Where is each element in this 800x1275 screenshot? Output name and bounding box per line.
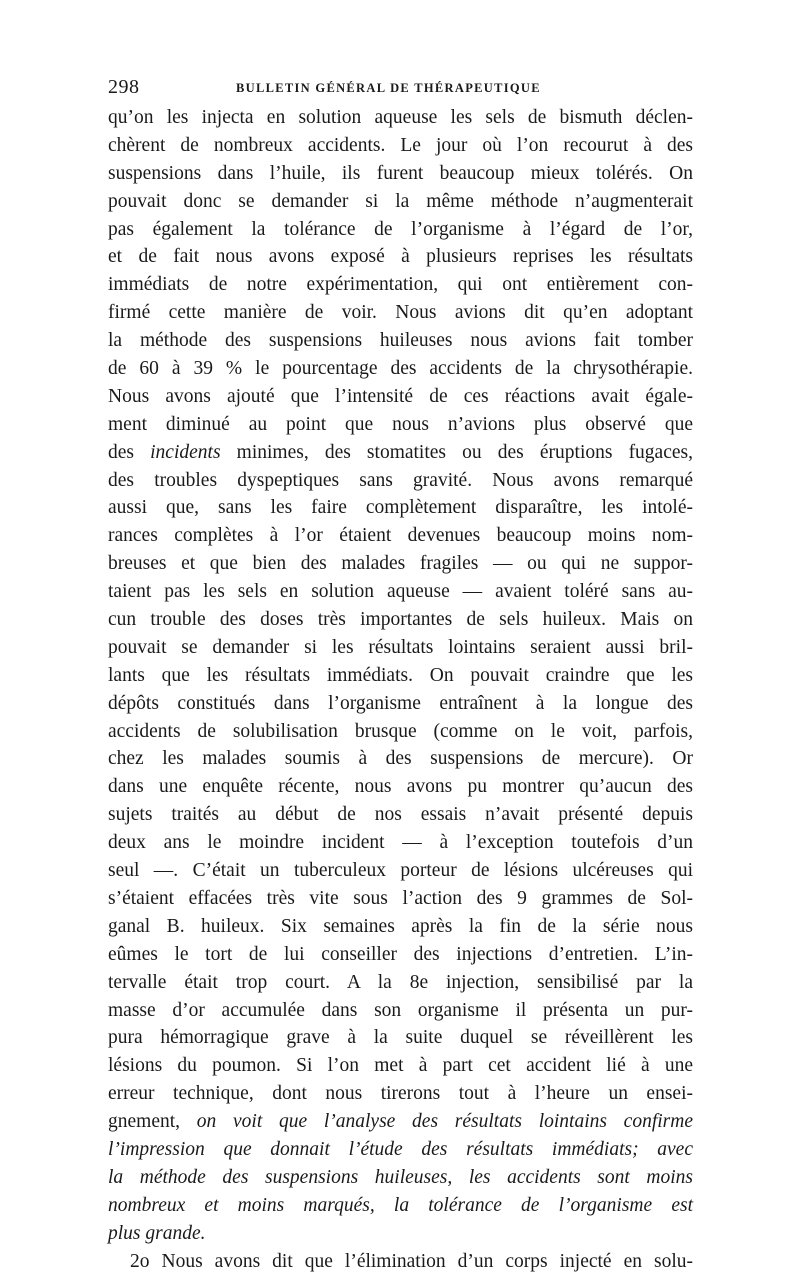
text-line [108, 578, 693, 606]
text-segment: qu’on les injecta en solution aqueuse les sels de bismuth déclen- [108, 107, 693, 128]
text-line [108, 1220, 693, 1248]
running-head [108, 70, 693, 104]
text-segment: des troubles dyspeptiques sans gravité. Nous avons remarqué [108, 469, 693, 491]
text-line [108, 885, 693, 913]
italic-text: la méthode des suspensions huileuses, les accidents sont moins [108, 1166, 693, 1188]
text-segment: seul —. C’était un tuberculeux porteur de lésions ulcéreuses qui [108, 860, 693, 882]
text-line [108, 969, 693, 997]
text-line [108, 243, 693, 271]
text-segment: taient pas les sels en solution aqueuse — avaient toléré sans au- [108, 581, 693, 603]
text-segment: accidents de solubilisation brusque (comme on le voit, parfois, [108, 720, 693, 742]
text-segment: eûmes le tort de lui conseiller des injections d’entretien. L’in- [108, 943, 693, 965]
text-segment: masse d’or accumulée dans son organisme il présenta un pur- [108, 999, 693, 1021]
text-line [108, 857, 693, 885]
text-segment: chèrent de nombreux accidents. Le jour où l’on recourut à des [108, 134, 693, 156]
text-line [108, 634, 693, 662]
text-line [108, 1108, 693, 1136]
text-line [108, 299, 693, 327]
text-line [108, 327, 693, 355]
text-line [108, 494, 693, 522]
text-segment: pouvait donc se demander si la même méthode n’augmenterait [108, 190, 693, 212]
page-number: 298 [108, 76, 140, 98]
text-line [108, 941, 693, 969]
text-line [108, 1052, 693, 1080]
body-text [108, 104, 693, 1275]
text-line [108, 271, 693, 299]
text-line [108, 913, 693, 941]
text-segment: lants que les résultats immédiats. On pouvait craindre que les [108, 664, 693, 686]
text-segment: aussi que, sans les faire complètement disparaître, les intolé- [108, 497, 693, 519]
text-line [108, 745, 693, 773]
page [108, 70, 693, 1275]
text-line [108, 801, 693, 829]
text-segment: des [108, 441, 151, 463]
text-line [108, 550, 693, 578]
text-segment: lésions du poumon. Si l’on met à part cet accident lié à une [108, 1055, 693, 1077]
text-segment: la méthode des suspensions huileuses nous avions fait tomber [108, 330, 693, 352]
journal-title: BULLETIN GÉNÉRAL DE THÉRAPEUTIQUE [236, 81, 541, 95]
text-line [108, 383, 693, 411]
text-segment: s’étaient effacées très vite sous l’action des 9 grammes de Sol- [108, 887, 693, 909]
italic-text: nombreux et moins marqués, la tolérance de l’organisme est [108, 1194, 693, 1216]
text-line [108, 1136, 693, 1164]
text-segment: pouvait se demander si les résultats lointains seraient aussi bril- [108, 636, 693, 658]
italic-text: incidents [150, 441, 221, 463]
italic-text: l’impression que donnait l’étude des résultats immédiats; avec [108, 1138, 693, 1160]
text-segment: chez les malades soumis à des suspensions de mercure). Or [108, 748, 693, 770]
text-line [108, 1164, 693, 1192]
text-line [108, 132, 693, 160]
text-segment: immédiats de notre expérimentation, qui ont entièrement con- [108, 274, 693, 296]
text-line [108, 829, 693, 857]
text-segment: sujets traités au début de nos essais n’avait présenté depuis [108, 804, 693, 826]
text-segment: de 60 à 39 % le pourcentage des accidents de la chrysothérapie. [108, 358, 693, 380]
text-line [108, 411, 693, 439]
text-line [108, 1080, 693, 1108]
text-segment: rances complètes à l’or étaient devenues beaucoup moins nom- [108, 525, 693, 547]
text-segment: 2o Nous avons dit que l’élimination d’un corps injecté en solu- [130, 1250, 693, 1272]
text-line [108, 606, 693, 634]
text-segment: deux ans le moindre incident — à l’exception toutefois d’un [108, 832, 693, 854]
text-line [108, 355, 693, 383]
text-line [108, 522, 693, 550]
text-segment: tervalle était trop court. A la 8e injection, sensibilisé par la [108, 971, 693, 993]
text-line [108, 718, 693, 746]
text-line [108, 690, 693, 718]
text-segment: gnement, [108, 1111, 197, 1133]
text-segment: pura hémorragique grave à la suite duquel se réveillèrent les [108, 1027, 693, 1049]
text-line [108, 1248, 693, 1275]
text-segment: dépôts constitués dans l’organisme entraînent à la longue des [108, 692, 693, 714]
text-segment: firmé cette manière de voir. Nous avions dit qu’en adoptant [108, 302, 693, 324]
italic-text: plus grande. [108, 1222, 206, 1244]
text-segment: cun trouble des doses très importantes de sels huileux. Mais on [108, 609, 693, 631]
text-line [108, 216, 693, 244]
text-line [108, 188, 693, 216]
italic-text: on voit que l’analyse des résultats lointains confirme [196, 1111, 693, 1133]
text-segment: pas également la tolérance de l’organisme à l’égard de l’or, [108, 218, 693, 240]
text-segment: ganal B. huileux. Six semaines après la fin de la série nous [108, 915, 693, 937]
text-segment: et de fait nous avons exposé à plusieurs reprises les résultats [108, 246, 693, 268]
text-segment: Nous avons ajouté que l’intensité de ces réactions avait égale- [108, 385, 693, 407]
text-line [108, 773, 693, 801]
text-line [108, 439, 693, 467]
text-line [108, 662, 693, 690]
text-line [108, 160, 693, 188]
text-segment: ment diminué au point que nous n’avions plus observé que [108, 413, 693, 435]
text-segment: breuses et que bien des malades fragiles — ou qui ne suppor- [108, 553, 693, 575]
text-line [108, 467, 693, 495]
text-line [108, 104, 693, 132]
text-segment: suspensions dans l’huile, ils furent beaucoup mieux tolérés. On [108, 162, 693, 184]
text-line [108, 1024, 693, 1052]
text-line [108, 1192, 693, 1220]
text-line [108, 997, 693, 1025]
text-segment: erreur technique, dont nous tirerons tout à l’heure un ensei- [108, 1083, 693, 1105]
text-segment: minimes, des stomatites ou des éruptions fugaces, [220, 441, 693, 463]
text-segment: dans une enquête récente, nous avons pu montrer qu’aucun des [108, 776, 693, 798]
